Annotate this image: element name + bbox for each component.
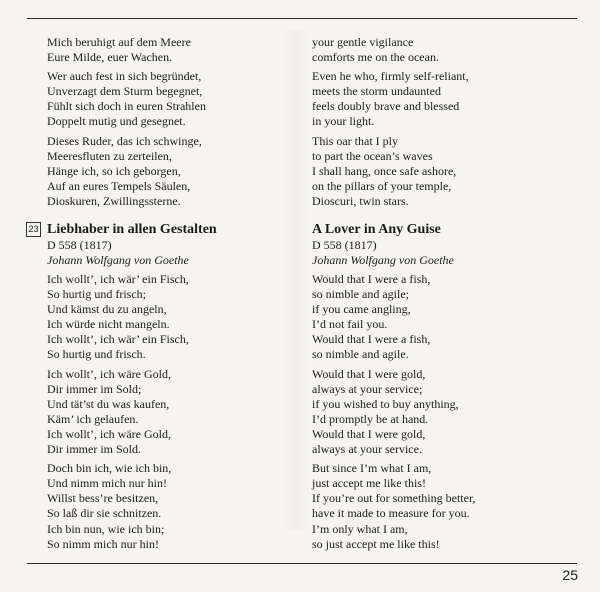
verse-line: I’m only what I am,: [312, 521, 408, 536]
verse-line: Willst bess’re besitzen,: [47, 491, 159, 506]
verse-line: Mich beruhigt auf dem Meere: [47, 35, 191, 49]
song-title-german: Liebhaber in allen Gestalten: [47, 222, 217, 237]
song23-english: [312, 221, 582, 556]
verse-line: Und tät’st du was kaufen,: [47, 396, 170, 411]
verse-line: Ich bin nun, wie ich bin;: [47, 521, 165, 536]
catalog-number-german: D 558 (1817): [47, 238, 112, 252]
verse-line: Ich wollt’, ich wäre Gold,: [47, 366, 171, 381]
verse-line: so nimble and agile.: [312, 347, 409, 362]
stanzas-german: [47, 272, 317, 552]
verse-line: Dioskuren, Zwillingssterne.: [47, 193, 181, 208]
verse-line: Und kämst du zu angeln,: [47, 302, 167, 317]
song22-german: [47, 35, 317, 213]
song23-german: [47, 221, 317, 556]
verse-line: Und nimm mich nur hin!: [47, 476, 167, 491]
verse-line: Eure Milde, euer Wachen.: [47, 50, 173, 65]
stanza: [47, 367, 317, 458]
verse-line: Unverzagt dem Sturm begegnet,: [47, 84, 203, 99]
verse-line: have it made to measure for you.: [312, 506, 470, 521]
verse-line: Käm’ ich gelaufen.: [47, 411, 139, 426]
verse-line: Hänge ich, so ich geborgen,: [47, 163, 181, 178]
verse-line: your gentle vigilance: [312, 35, 414, 49]
top-rule: [27, 18, 577, 19]
verse-line: Would that I were gold,: [312, 366, 426, 381]
author-english: Johann Wolfgang von Goethe: [312, 253, 454, 267]
song-title-english: A Lover in Any Guise: [312, 222, 441, 237]
verse-line: Would that I were gold,: [312, 426, 426, 441]
verse-line: so just accept me like this!: [312, 536, 440, 551]
verse-line: So laß dir sie schnitzen.: [47, 506, 162, 521]
verse-line: I’d promptly be at hand.: [312, 411, 429, 426]
verse-line: Dir immer im Sold;: [47, 381, 142, 396]
stanza: [312, 367, 582, 458]
verse-line: Would that I were a fish,: [312, 332, 431, 347]
verse-line: Doch bin ich, wie ich bin,: [47, 461, 172, 476]
verse-line: I’d not fail you.: [312, 317, 388, 332]
verse-line: So nimm mich nur hin!: [47, 536, 159, 551]
stanzas-english: [312, 272, 582, 552]
verse-line: This oar that I ply: [312, 133, 398, 148]
stanza: [47, 69, 317, 129]
verse-line: Would that I were a fish,: [312, 272, 431, 286]
verse-line: always at your service.: [312, 442, 422, 457]
verse-line: just accept me like this!: [312, 476, 426, 491]
stanza: [47, 461, 317, 552]
verse-line: Ich wollt’, ich wär’ ein Fisch,: [47, 332, 189, 347]
verse-line: Ich wollt’, ich wäre Gold,: [47, 426, 171, 441]
bottom-rule: [27, 563, 577, 564]
verse-line: to part the ocean’s waves: [312, 148, 433, 163]
verse-line: Meeresfluten zu zerteilen,: [47, 148, 172, 163]
verse-line: Ich wollt’, ich wär’ ein Fisch,: [47, 272, 189, 286]
stanza: [312, 69, 582, 129]
verse-line: If you’re out for something better,: [312, 491, 476, 506]
verse-line: meets the storm undaunted: [312, 84, 441, 99]
verse-line: So hurtig und frisch.: [47, 347, 146, 362]
verse-line: feels doubly brave and blessed: [312, 99, 460, 114]
page-number: 25: [562, 567, 578, 583]
stanza: [47, 272, 317, 363]
verse-line: Dieses Ruder, das ich schwinge,: [47, 133, 202, 148]
stanza: [312, 272, 582, 363]
verse-line: Dir immer im Sold.: [47, 442, 141, 457]
verse-line: if you wished to buy anything,: [312, 396, 459, 411]
verse-line: Auf an eures Tempels Säulen,: [47, 178, 191, 193]
verse-line: Dioscuri, twin stars.: [312, 193, 409, 208]
stanza: [312, 35, 582, 65]
song22-english: [312, 35, 582, 213]
verse-line: so nimble and agile;: [312, 287, 409, 302]
verse-line: in your light.: [312, 114, 375, 129]
verse-line: So hurtig und frisch;: [47, 287, 146, 302]
verse-line: if you came angling,: [312, 302, 411, 317]
verse-line: Even he who, firmly self-reliant,: [312, 69, 469, 84]
stanza: [47, 35, 317, 65]
verse-line: comforts me on the ocean.: [312, 50, 439, 65]
verse-line: Wer auch fest in sich begründet,: [47, 69, 202, 84]
stanza: [312, 461, 582, 552]
verse-line: Fühlt sich doch in euren Strahlen: [47, 99, 206, 114]
verse-line: Doppelt mutig und gesegnet.: [47, 114, 186, 129]
verse-line: I shall hang, once safe ashore,: [312, 163, 457, 178]
verse-line: But since I’m what I am,: [312, 461, 432, 476]
stanza: [47, 134, 317, 209]
verse-line: always at your service;: [312, 381, 423, 396]
author-german: Johann Wolfgang von Goethe: [47, 253, 189, 267]
verse-line: Ich würde nicht mangeln.: [47, 317, 170, 332]
catalog-number-english: D 558 (1817): [312, 238, 377, 252]
track-number-badge: 23: [26, 222, 41, 237]
stanza: [312, 134, 582, 209]
verse-line: on the pillars of your temple,: [312, 178, 452, 193]
